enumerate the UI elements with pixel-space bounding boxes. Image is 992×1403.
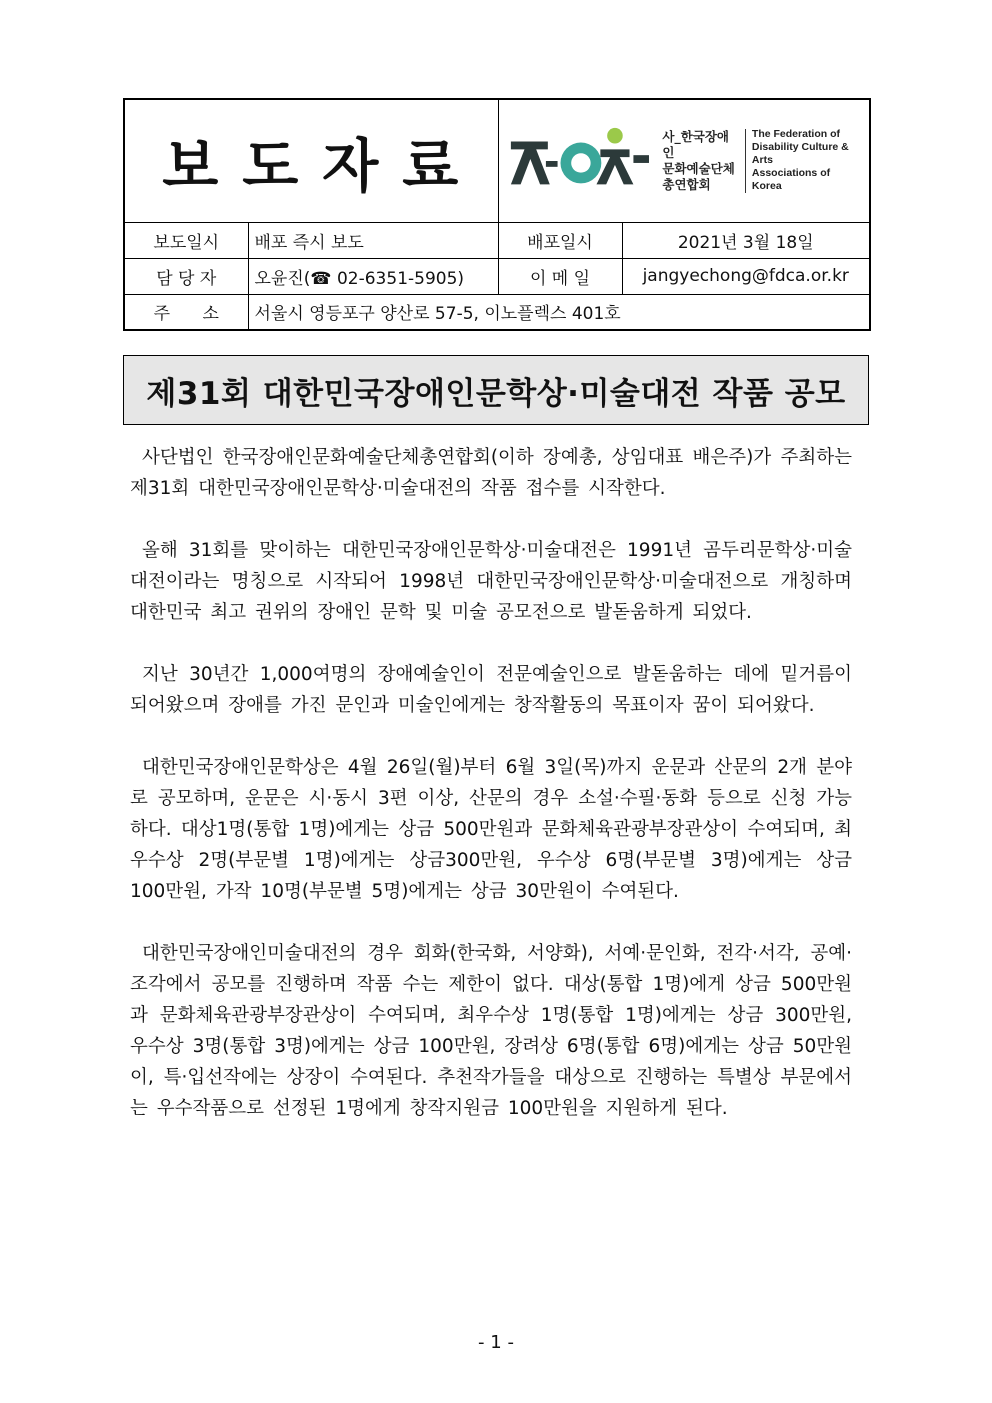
article-body	[130, 442, 852, 1155]
logo-mark-icon	[507, 123, 653, 199]
contact-label: 담 당 자	[124, 258, 248, 294]
paragraph: 대한민국장애인미술대전의 경우 회화(한국화, 서양화), 서예·문인화, 전각·서각, 공예·조각에서 공모를 진행하며 작품 수는 제한이 없다. 대상(통합 1명)에게 상금 500만원과 문화체육관광부장관상이 수여되며, 최우수상 1명(통합 1명)에게는 상금 300만원, 우수상 3명(통합 3명)에게는 상금 100만원, 장려상 6명(통합 6명)에게는 상금 50만원이, 특·입선작에는 상장이 수여된다. 추천작가들을 대상으로 진행하는 특별상 부문에서는 우수작품으로 선정된 1명에게 창작지원금 100만원을 지원하게 된다.	[130, 943, 852, 1119]
page-number: - 1 -	[478, 1332, 514, 1353]
logo-korean-name: 사_한국장애인 문화예술단체 총연합회	[656, 129, 746, 193]
distribution-date-value: 2021년 3월 18일	[622, 222, 870, 258]
distribution-date-label: 배포일시	[498, 222, 622, 258]
press-release-title: 보도자료	[124, 99, 498, 222]
email-value[interactable]: jangyechong@fdca.or.kr	[622, 258, 870, 294]
organization-logo	[498, 99, 870, 222]
logo-english-name: The Federation of Disability Culture & Arts Associations of Korea	[751, 128, 849, 193]
header-table	[123, 98, 871, 331]
paragraph: 지난 30년간 1,000여명의 장애예술인이 전문예술인으로 발돋움하는 데에 밑거름이 되어왔으며 장애를 가진 문인과 미술인에게는 창작활동의 목표이자 꿈이 되어왔다.	[130, 664, 852, 716]
address-label: 주 소	[124, 294, 248, 330]
release-date-value: 배포 즉시 보도	[248, 222, 498, 258]
paragraph: 올해 31회를 맞이하는 대한민국장애인문학상·미술대전은 1991년 곰두리문학상·미술대전이라는 명칭으로 시작되어 1998년 대한민국장애인문학상·미술대전으로 개칭하며 대한민국 최고 권위의 장애인 문학 및 미술 공모전으로 발돋움하게 되었다.	[130, 540, 852, 623]
headline-box: 제31회 대한민국장애인문학상·미술대전 작품 공모	[123, 355, 869, 425]
email-label: 이 메 일	[498, 258, 622, 294]
paragraph: 대한민국장애인문학상은 4월 26일(월)부터 6월 3일(목)까지 운문과 산문의 2개 분야로 공모하며, 운문은 시·동시 3편 이상, 산문의 경우 소설·수필·동화 등으로 신청 가능하다. 대상1명(통합 1명)에게는 상금 500만원과 문화체육관광부장관상이 수여되며, 최우수상 2명(부문별 1명)에게는 상금300만원, 우수상 6명(부문별 3명)에게는 상금 100만원, 가작 10명(부문별 5명)에게는 상금 30만원이 수여된다.	[130, 757, 852, 902]
release-date-label: 보도일시	[124, 222, 248, 258]
address-value: 서울시 영등포구 양산로 57-5, 이노플렉스 401호	[248, 294, 870, 330]
contact-value: 오윤진(☎ 02-6351-5905)	[248, 258, 498, 294]
paragraph: 사단법인 한국장애인문화예술단체총연합회(이하 장예총, 상임대표 배은주)가 주최하는 제31회 대한민국장애인문학상·미술대전의 작품 접수를 시작한다.	[130, 447, 852, 499]
